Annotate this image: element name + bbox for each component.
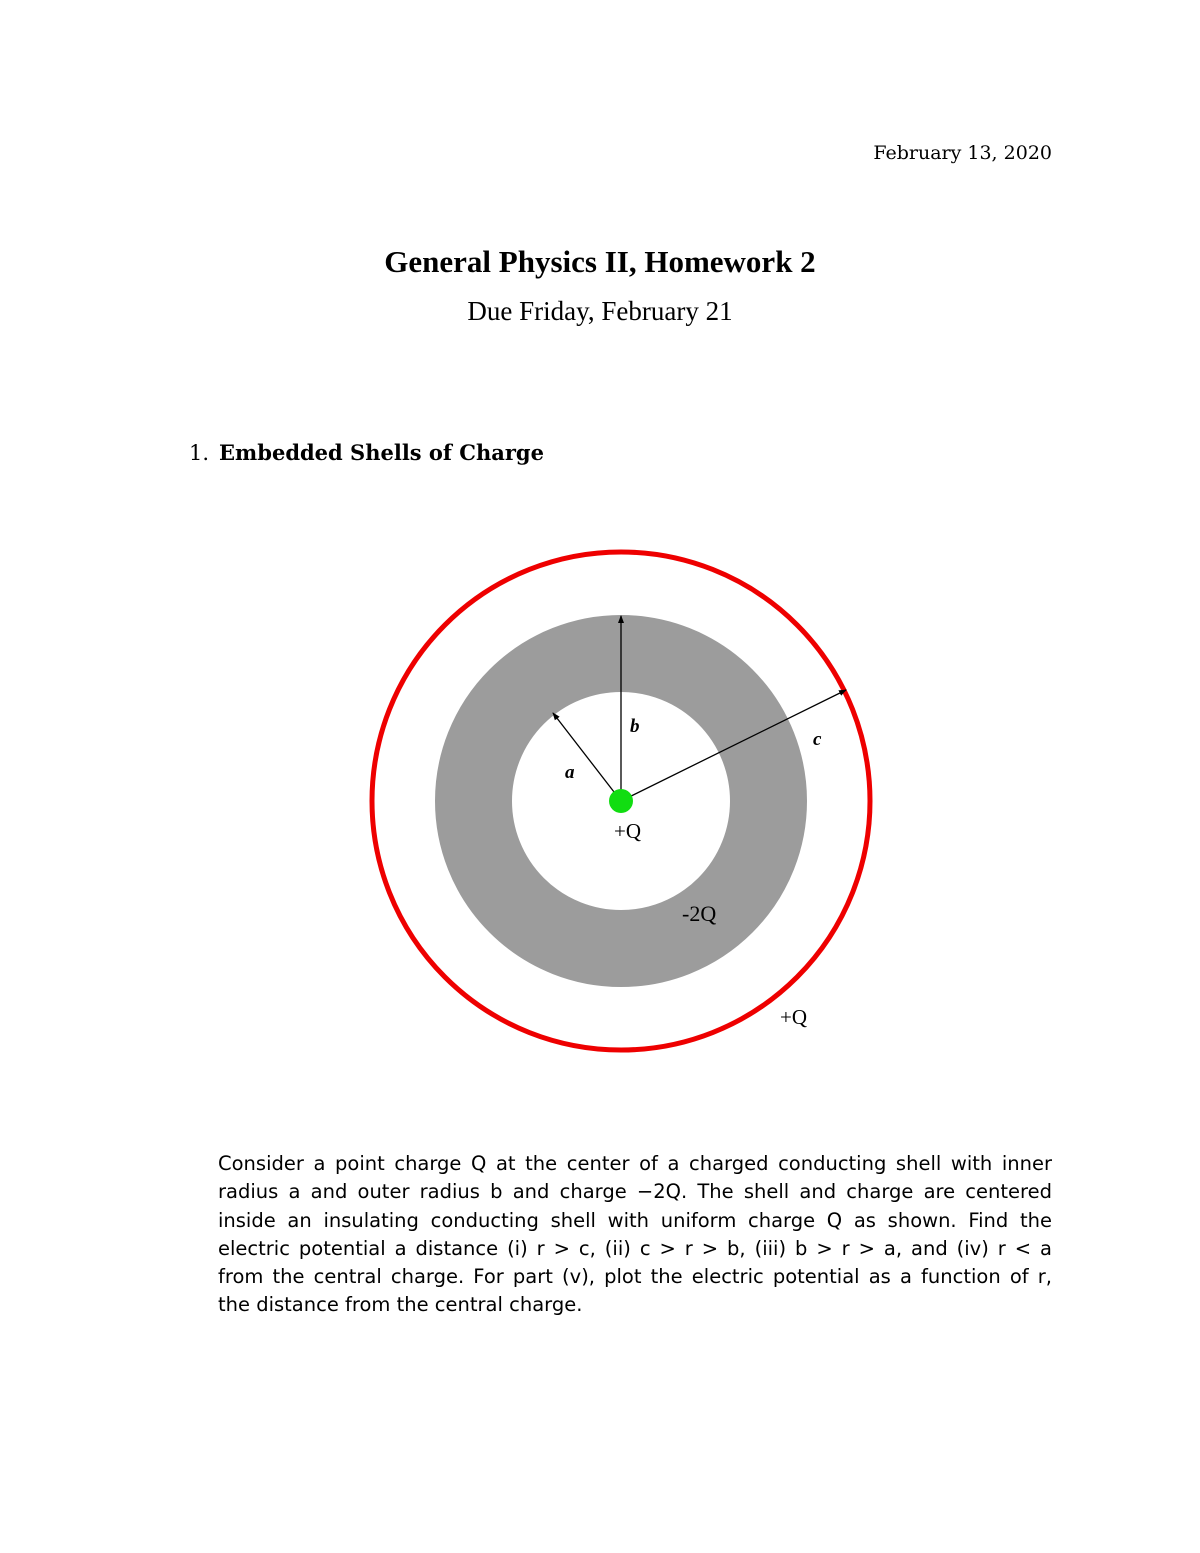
body-line: from the central charge. For part (v), plot the electric potential as a function of r, <box>218 1265 1052 1289</box>
body-line: Consider a point charge Q at the center of a charged conducting shell with inner <box>218 1152 1052 1175</box>
body-line: the distance from the central charge. <box>218 1293 583 1317</box>
document-subtitle: Due Friday, February 21 <box>467 296 733 326</box>
label-c: c <box>813 729 822 750</box>
problem-name: Embedded Shells of Charge <box>219 440 544 465</box>
label-shell-charge: -2Q <box>682 901 717 926</box>
document-title: General Physics II, Homework 2 <box>384 244 816 279</box>
problem-number: 1. <box>189 441 210 465</box>
shells-figure <box>360 540 880 1064</box>
body-line: electric potential a distance (i) r > c, (ii) c > r > b, (iii) b > r > a, and (iv) r < a <box>218 1236 1052 1260</box>
document-date: February 13, 2020 <box>873 142 1052 164</box>
label-center-charge: +Q <box>614 819 642 843</box>
label-outer-charge: +Q <box>780 1005 808 1029</box>
shells-diagram <box>360 540 880 1060</box>
label-a: a <box>565 762 575 783</box>
problem-heading <box>189 440 544 465</box>
point-charge <box>609 789 633 813</box>
radius-a-arrow <box>553 713 621 801</box>
label-b: b <box>630 716 640 737</box>
body-line: inside an insulating conducting shell with uniform charge Q as shown. Find the <box>218 1208 1052 1232</box>
body-line: radius a and outer radius b and charge −2Q. The shell and charge are centered <box>218 1180 1052 1204</box>
problem-body <box>218 1150 1052 1320</box>
